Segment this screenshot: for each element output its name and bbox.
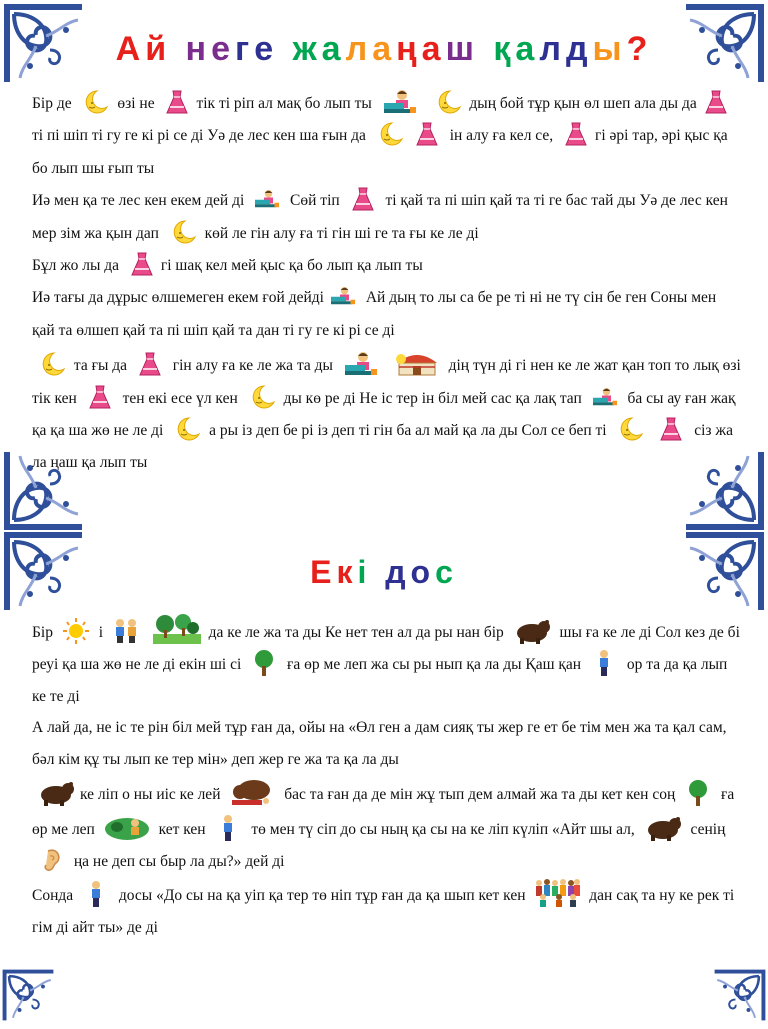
paragraph xyxy=(32,877,742,944)
story-1-body xyxy=(32,88,742,480)
story-2-title-letter: о xyxy=(410,554,436,590)
moon-icon xyxy=(36,351,66,377)
text-run: тө мен тү сіп до сы ның қа сы на ке ліп күліп «Айт шы ал, xyxy=(247,820,639,838)
story-1-title-letter: е xyxy=(254,30,279,68)
text-run: Ай дың то лы са бе ре ті ні не тү сін бе ген Соны мен қай та өлшеп қай та пі шіп қай та дан ті гу ге кі рі се ді xyxy=(32,289,717,339)
story-1-title-letter: а xyxy=(421,30,446,68)
story-1-title-letter: е xyxy=(211,30,236,68)
sun-icon xyxy=(61,618,91,644)
bear-icon xyxy=(512,618,552,644)
moon-icon xyxy=(246,384,276,410)
boy-icon xyxy=(213,815,243,841)
dress-icon xyxy=(348,186,378,212)
moon-icon xyxy=(167,219,197,245)
text-run: ті қай та пі шіп қай та ті ге бас тай ды Уә де лес кен мер зім жа қын дап xyxy=(32,192,728,242)
story-2-title-letter xyxy=(371,554,385,591)
bushboy-icon xyxy=(103,811,151,841)
moon-icon xyxy=(432,89,462,115)
dress-icon xyxy=(701,89,731,115)
story-2-title-letter: Е xyxy=(310,554,337,590)
bear-icon xyxy=(36,780,76,806)
text-run: ке ліп о ны иіс ке лей xyxy=(80,785,225,803)
text-run: досы «До сы на қа уіп қа тер тө ніп тұр ған да қа шып кет кен xyxy=(115,887,530,905)
paragraph xyxy=(32,347,742,480)
paragraph xyxy=(32,88,742,185)
story-2-title-letter: с xyxy=(435,554,458,590)
tailor-icon xyxy=(590,384,620,410)
crowd-icon xyxy=(533,877,581,907)
story-2-title xyxy=(0,554,768,591)
text-run: көй ле гін алу ға ті гін ші ге та ғы ке ле ді xyxy=(200,224,479,242)
story-1-title-letter: а xyxy=(321,30,346,68)
text-run: дің түн ді гі нен ке ле жат қан топ то лық өзі тік кен xyxy=(32,357,741,407)
tailor-icon xyxy=(380,89,420,115)
story-1-title-letter: л xyxy=(539,30,566,68)
ornament-corner-bottom-right xyxy=(712,966,768,1024)
forest-icon xyxy=(153,614,201,644)
tailor-icon xyxy=(341,351,381,377)
story-1-title-letter: А xyxy=(115,30,146,68)
story-1-title-letter: д xyxy=(565,30,593,68)
paragraph xyxy=(32,282,742,347)
dress-icon xyxy=(135,351,165,377)
story-1-title-letter: ? xyxy=(626,30,653,68)
text-run: бас та ған да де мін жұ тып дем алмай жа та ды кет кен соң xyxy=(280,785,680,803)
story-1-title-letter: а xyxy=(372,30,397,68)
story-1-title-letter: ң xyxy=(396,30,422,68)
story-2-title-letter: д xyxy=(385,554,411,590)
story-1-title-letter: н xyxy=(185,30,212,68)
text-run: да ке ле жа та ды Ке нет тен ал да ры нан бір xyxy=(204,624,508,641)
text-run: өзі не xyxy=(113,95,159,112)
text-run: ға өр ме леп xyxy=(32,785,735,838)
text-run: ті пі шіп ті гу ге кі рі се ді Уә де лес кен ша ғын да xyxy=(32,127,370,145)
text-run: ды кө ре ді Не іс тер ін біл мей сас қа лақ тап xyxy=(279,389,586,407)
text-run: сенің xyxy=(686,820,726,838)
story-2-title-letter: к xyxy=(336,554,358,590)
story-2-title-letter: і xyxy=(357,554,372,590)
moon-icon xyxy=(614,416,644,442)
ornament-corner-bottom-left xyxy=(0,966,56,1024)
text-run: гі әрі тар, әрі қыс қа бо лып шы ғып ты xyxy=(32,127,728,177)
text-run: сіз жа ла ңаш қа лып ты xyxy=(32,422,734,472)
dress-icon xyxy=(412,121,442,147)
dress-icon xyxy=(162,89,192,115)
yurt-icon xyxy=(393,347,441,377)
paragraph xyxy=(32,614,742,712)
bearsniff-icon xyxy=(228,776,276,806)
text-run: дан сақ та ну ке рек ті гім ді айт ты» де ді xyxy=(32,887,735,937)
text-run: а ры із деп бе рі із деп ті гін ба ал май қа ла ды Сол се беп ті xyxy=(205,422,611,440)
text-run: тен екі есе үл кен xyxy=(118,389,242,407)
story-1-title-letter xyxy=(479,30,493,69)
tailor-icon xyxy=(252,186,282,212)
text-run: А лай да, не іс те рін біл мей тұр ған да, ойы на «Өл ген а дам сияқ ты жер ге ет бе тім мен жа та қал сам, бәл кім құ ты лып ке тер мін» деп жер ге жа та қа ла ды xyxy=(32,719,727,769)
story-1-title-letter: л xyxy=(345,30,373,68)
boy-icon xyxy=(589,650,619,676)
text-run: Сөй тіп xyxy=(286,192,344,210)
text-run: ор та да қа лып ке те ді xyxy=(32,655,728,705)
tree-icon xyxy=(683,780,713,806)
text-run: Сонда xyxy=(32,887,78,905)
text-run: Бір xyxy=(32,624,57,641)
story-1-title xyxy=(0,30,768,69)
story-1-title-letter: ы xyxy=(592,30,627,68)
text-run: гін алу ға ке ле жа та ды xyxy=(168,357,337,375)
text-run: шы ға ке ле ді Сол кез де бі реуі қа ша жө не ле ді екін ші сі xyxy=(32,624,740,673)
text-run: Иә тағы да дұрыс өлшемеген екем ғой дейді xyxy=(32,289,324,307)
story-2-body xyxy=(32,614,742,944)
moon-icon xyxy=(374,121,404,147)
text-run: кет кен xyxy=(154,820,210,838)
dress-icon xyxy=(85,384,115,410)
dress-icon xyxy=(127,251,157,277)
text-run xyxy=(145,624,149,641)
text-run: Бұл жо лы да xyxy=(32,257,123,275)
text-run xyxy=(648,422,652,439)
story-1-title-letter xyxy=(171,30,185,69)
text-run: ін алу ға кел се, xyxy=(445,127,557,145)
text-run: ға өр ме леп жа сы ры нып қа ла ды Қаш қан xyxy=(283,655,585,673)
friends-icon xyxy=(111,618,141,644)
text-run xyxy=(385,357,389,374)
dress-icon xyxy=(656,416,686,442)
text-run: та ғы да xyxy=(70,357,131,375)
story-1-title-letter: қ xyxy=(493,30,516,68)
boy-icon xyxy=(81,881,111,907)
story-1-title-letter xyxy=(278,30,292,69)
paragraph xyxy=(32,776,742,877)
text-run: гі шақ кел мей қыс қа бо лып қа лып ты xyxy=(160,257,423,275)
text-run: Иә мен қа те лес кен екем дей ді xyxy=(32,192,249,210)
moon-icon xyxy=(171,416,201,442)
story-1-title-letter: ш xyxy=(445,30,479,68)
moon-icon xyxy=(79,89,109,115)
text-run: ба сы ау ған жақ қа қа ша жө не ле ді xyxy=(32,389,736,440)
text-run: дың бой тұр қын өл шеп ала ды да xyxy=(465,95,697,112)
story-1-title-letter: г xyxy=(235,30,255,68)
text-run: і xyxy=(94,624,107,641)
paragraph xyxy=(32,712,742,776)
story-1-title-letter: ж xyxy=(292,30,322,68)
tailor-icon xyxy=(328,283,358,309)
text-run: Бір де xyxy=(32,95,76,112)
story-1-title-letter: а xyxy=(515,30,540,68)
text-run xyxy=(424,95,428,112)
story-1-title-letter: й xyxy=(145,30,172,68)
dress-icon xyxy=(561,121,591,147)
text-run: ңа не деп сы быр ла ды?» дей ді xyxy=(70,852,285,870)
tree-icon xyxy=(249,650,279,676)
bear-icon xyxy=(643,815,683,841)
paragraph xyxy=(32,250,742,282)
ear-icon xyxy=(36,847,66,873)
paragraph xyxy=(32,185,742,250)
text-run: тік ті ріп ал мақ бо лып ты xyxy=(196,95,376,112)
